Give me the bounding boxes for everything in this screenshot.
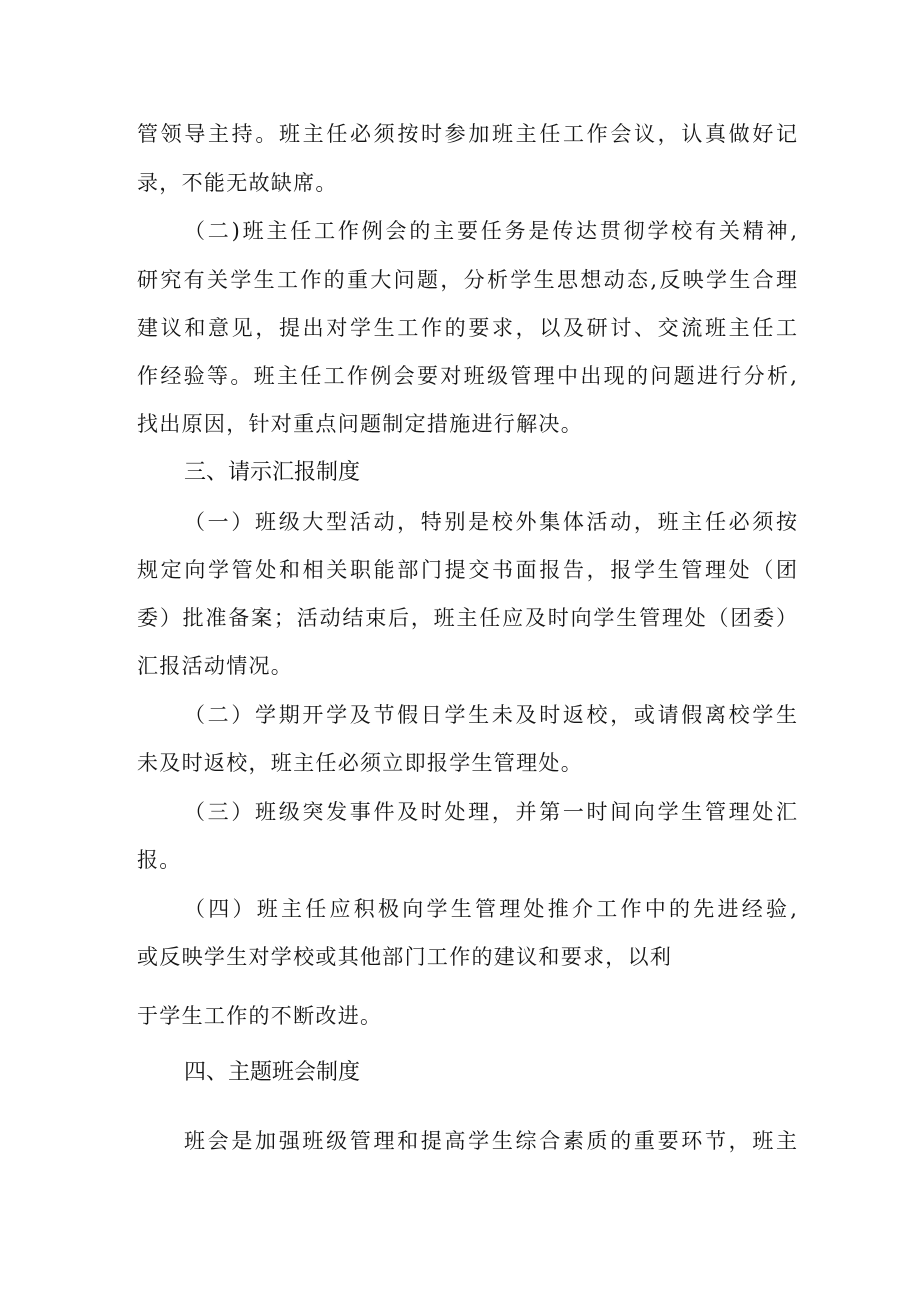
paragraph-line: （二）学期开学及节假日学生未及时返校，或请假离校学生 bbox=[184, 703, 797, 727]
paragraph-line: 作经验等。班主任工作例会要对班级管理中出现的问题进行分析, bbox=[137, 364, 797, 388]
paragraph-line: 或反映学生对学校或其他部门工作的建议和要求，以利 bbox=[137, 945, 673, 969]
paragraph-line: 报。 bbox=[137, 848, 182, 872]
paragraph-line: 找出原因，针对重点问题制定措施进行解决。 bbox=[137, 412, 583, 436]
paragraph-line: （三）班级突发事件及时处理，并第一时间向学生管理处汇 bbox=[184, 800, 797, 824]
paragraph-line: 录，不能无故缺席。 bbox=[137, 171, 338, 195]
paragraph-line: （一）班级大型活动，特别是校外集体活动，班主任必须按 bbox=[184, 510, 797, 534]
section-heading: 四、主题班会制度 bbox=[184, 1060, 361, 1085]
paragraph-line: 班会是加强班级管理和提高学生综合素质的重要环节，班主 bbox=[184, 1129, 797, 1153]
paragraph-line: 汇报活动情况。 bbox=[137, 654, 294, 678]
paragraph-line: 委）批准备案；活动结束后，班主任应及时向学生管理处（团委） bbox=[137, 606, 797, 630]
paragraph-line: （四）班主任应积极向学生管理处推介工作中的先进经验, bbox=[184, 897, 797, 921]
paragraph-line: 于学生工作的不断改进。 bbox=[137, 1004, 383, 1028]
section-heading: 三、请示汇报制度 bbox=[184, 460, 361, 485]
paragraph-line: 规定向学管处和相关职能部门提交书面报告，报学生管理处（团 bbox=[137, 558, 797, 582]
paragraph-line: 管领导主持。班主任必须按时参加班主任工作会议，认真做好记 bbox=[137, 122, 797, 146]
paragraph-line: 未及时返校，班主任必须立即报学生管理处。 bbox=[137, 751, 583, 775]
paragraph-line: 研究有关学生工作的重大问题，分析学生思想动态,反映学生合理 bbox=[137, 268, 797, 292]
paragraph-line: （二)班主任工作例会的主要任务是传达贯彻学校有关精神, bbox=[184, 219, 797, 243]
paragraph-line: 建议和意见，提出对学生工作的要求，以及研讨、交流班主任工 bbox=[137, 316, 797, 340]
